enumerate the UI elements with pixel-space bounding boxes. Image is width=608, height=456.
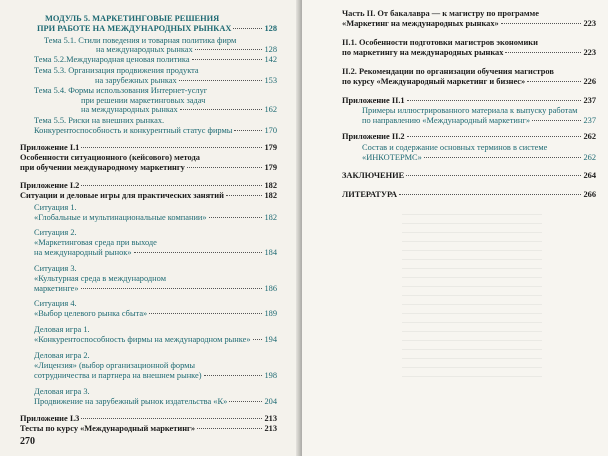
- composition-line2: «ИНКОТЕРМС»: [362, 153, 422, 162]
- leader-dots: [424, 157, 582, 158]
- show-through-texture: [402, 214, 542, 384]
- t51-line1: Тема 5.1. Стили поведения и товарная политика фирм: [44, 36, 237, 45]
- games-page: 182: [264, 191, 277, 200]
- g1-title: «Конкурентоспособность фирмы на международном рынке»: [34, 335, 251, 344]
- leader-dots: [209, 217, 263, 218]
- leader-dots: [192, 59, 263, 60]
- t54-line1: Тема 5.4. Формы использования Интернет-услуг: [34, 86, 208, 95]
- s2-label: Ситуация 2.: [34, 228, 77, 237]
- t53-page: 153: [264, 76, 277, 85]
- t54-row: [81, 105, 277, 114]
- app12-row: [20, 181, 277, 190]
- t52-page: 142: [264, 55, 277, 64]
- leader-dots: [229, 401, 262, 402]
- sit-line2: при обучении международному маркетингу: [20, 163, 185, 172]
- t53-row: [95, 76, 277, 85]
- s1-page: 182: [264, 213, 277, 222]
- ii1-page: 223: [583, 48, 596, 57]
- app12-page: 182: [264, 181, 277, 190]
- literature-row: [342, 190, 596, 199]
- part2-row: [342, 19, 596, 28]
- app13-row: [20, 414, 277, 423]
- module-title-line2: ПРИ РАБОТЕ НА МЕЖДУНАРОДНЫХ РЫНКАХ: [37, 24, 232, 33]
- page-number: 270: [20, 436, 35, 447]
- tests-page: 213: [264, 424, 277, 433]
- conclusion-page: 264: [583, 171, 596, 180]
- t55-page: 170: [264, 126, 277, 135]
- g1-row: [34, 335, 277, 344]
- t51-line2: на международных рынках: [96, 45, 193, 54]
- app13-page: 213: [264, 414, 277, 423]
- leader-dots: [204, 375, 263, 376]
- composition-line1: Состав и содержание основных терминов в системе: [362, 143, 548, 152]
- sit-row: [20, 163, 277, 172]
- g3-page: 204: [264, 397, 277, 406]
- s4-title: «Выбор целевого рынка сбыта»: [34, 309, 148, 318]
- ii2-line1: II.2. Рекомендации по организации обучения магистров: [342, 67, 554, 76]
- leader-dots: [407, 136, 582, 137]
- g2-line1: «Лицензия» (выбор организационной формы: [34, 361, 196, 370]
- s3-row: [34, 284, 277, 293]
- tests-row: [20, 424, 277, 433]
- games-title: Ситуации и деловые игры для практических занятий: [20, 191, 224, 200]
- module-title-row: [37, 24, 277, 33]
- leader-dots: [527, 81, 581, 82]
- examples-row: [362, 116, 596, 125]
- leader-dots: [134, 252, 263, 253]
- leader-dots: [149, 313, 262, 314]
- leader-dots: [234, 130, 262, 131]
- app11-title: Приложение I.1: [20, 143, 80, 152]
- s1-title: «Глобальные и мультинациональные компании»: [34, 213, 207, 222]
- s2-row: [34, 248, 277, 257]
- sit-line1: Особенности ситуационного (кейсового) метода: [20, 153, 200, 162]
- left-page: [0, 0, 300, 456]
- t53-line2: на зарубежных рынках: [95, 76, 177, 85]
- leader-dots: [179, 80, 263, 81]
- s1-label: Ситуация 1.: [34, 203, 77, 212]
- s4-row: [34, 309, 277, 318]
- s3-label: Ситуация 3.: [34, 264, 77, 273]
- literature-title: ЛИТЕРАТУРА: [342, 190, 398, 199]
- app11-row: [20, 143, 277, 152]
- appii1-page: 237: [583, 96, 596, 105]
- tests-title: Тесты по курсу «Международный маркетинг»: [20, 424, 196, 433]
- t52-row: [34, 55, 277, 64]
- appii1-row: [342, 96, 596, 105]
- part2-line2: «Маркетинг на международных рынках»: [342, 19, 499, 28]
- leader-dots: [532, 120, 581, 121]
- t51-row: [96, 45, 277, 54]
- examples-line2: по направлению «Международный маркетинг»: [362, 116, 531, 125]
- ii1-row: [342, 48, 596, 57]
- ii2-page: 226: [583, 77, 596, 86]
- appii1-title: Приложение II.1: [342, 96, 405, 105]
- sit-page: 179: [264, 163, 277, 172]
- ii1-line2: по маркетингу на международных рынках: [342, 48, 504, 57]
- s3-line1: «Культурная среда в международном: [34, 274, 166, 283]
- g3-title: Продвижение на зарубежный рынок издательства «К»: [34, 397, 228, 406]
- leader-dots: [505, 52, 581, 53]
- leader-dots: [399, 194, 581, 195]
- leader-dots: [501, 23, 582, 24]
- s2-line1: «Маркетинговая среда при выходе: [34, 238, 157, 247]
- part2-page: 223: [583, 19, 596, 28]
- composition-row: [362, 153, 596, 162]
- conclusion-title: ЗАКЛЮЧЕНИЕ: [342, 171, 405, 180]
- leader-dots: [226, 195, 263, 196]
- leader-dots: [81, 147, 262, 148]
- leader-dots: [81, 418, 262, 419]
- games-row: [20, 191, 277, 200]
- ii1-line1: II.1. Особенности подготовки магистров экономики: [342, 38, 538, 47]
- s3-line2: маркетинге»: [34, 284, 79, 293]
- leader-dots: [195, 49, 263, 50]
- examples-page: 237: [583, 116, 596, 125]
- leader-dots: [253, 339, 263, 340]
- appii2-page: 262: [583, 132, 596, 141]
- s4-label: Ситуация 4.: [34, 299, 77, 308]
- leader-dots: [81, 288, 263, 289]
- s4-page: 189: [264, 309, 277, 318]
- leader-dots: [187, 167, 263, 168]
- examples-line1: Примеры иллюстрированного материала к выпуску работам: [362, 106, 578, 115]
- app13-title: Приложение I.3: [20, 414, 80, 423]
- leader-dots: [407, 100, 582, 101]
- leader-dots: [180, 109, 263, 110]
- leader-dots: [81, 185, 262, 186]
- t51-page: 128: [264, 45, 277, 54]
- appii2-title: Приложение II.2: [342, 132, 405, 141]
- t54-line3: на международных рынках: [81, 105, 178, 114]
- appii2-row: [342, 132, 596, 141]
- ii2-row: [342, 77, 596, 86]
- composition-page: 262: [583, 153, 596, 162]
- g1-page: 194: [264, 335, 277, 344]
- t52-title: Тема 5.2.Международная ценовая политика: [34, 55, 190, 64]
- literature-page: 266: [583, 190, 596, 199]
- s3-page: 186: [264, 284, 277, 293]
- module-title-line1: МОДУЛЬ 5. МАРКЕТИНГОВЫЕ РЕШЕНИЯ: [45, 14, 220, 23]
- t55-line2: Конкурентоспособность и конкурентный статус фирмы: [34, 126, 233, 135]
- g2-line2: сотрудничества и партнера на внешнем рынке): [34, 371, 202, 380]
- right-page: [302, 0, 608, 456]
- module-page: 128: [264, 24, 277, 33]
- g3-label: Деловая игра 3.: [34, 387, 90, 396]
- g2-label: Деловая игра 2.: [34, 351, 90, 360]
- t55-row: [34, 126, 277, 135]
- g2-row: [34, 371, 277, 380]
- t55-line1: Тема 5.5. Риски на внешних рынках.: [34, 116, 165, 125]
- t53-line1: Тема 5.3. Организация продвижения продукта: [34, 66, 199, 75]
- g1-label: Деловая игра 1.: [34, 325, 90, 334]
- conclusion-row: [342, 171, 596, 180]
- part2-line1: Часть II. От бакалавра — к магистру по программе: [342, 9, 539, 18]
- g3-row: [34, 397, 277, 406]
- ii2-line2: по курсу «Международный маркетинг и бизнес»: [342, 77, 526, 86]
- s1-row: [34, 213, 277, 222]
- t54-line2: при решении маркетинговых задач: [81, 96, 206, 105]
- leader-dots: [197, 428, 262, 429]
- leader-dots: [406, 175, 581, 176]
- t54-page: 162: [264, 105, 277, 114]
- s2-line2: на международный рынок»: [34, 248, 132, 257]
- app12-title: Приложение I.2: [20, 181, 80, 190]
- leader-dots: [233, 28, 262, 29]
- app11-page: 179: [264, 143, 277, 152]
- g2-page: 198: [264, 371, 277, 380]
- s2-page: 184: [264, 248, 277, 257]
